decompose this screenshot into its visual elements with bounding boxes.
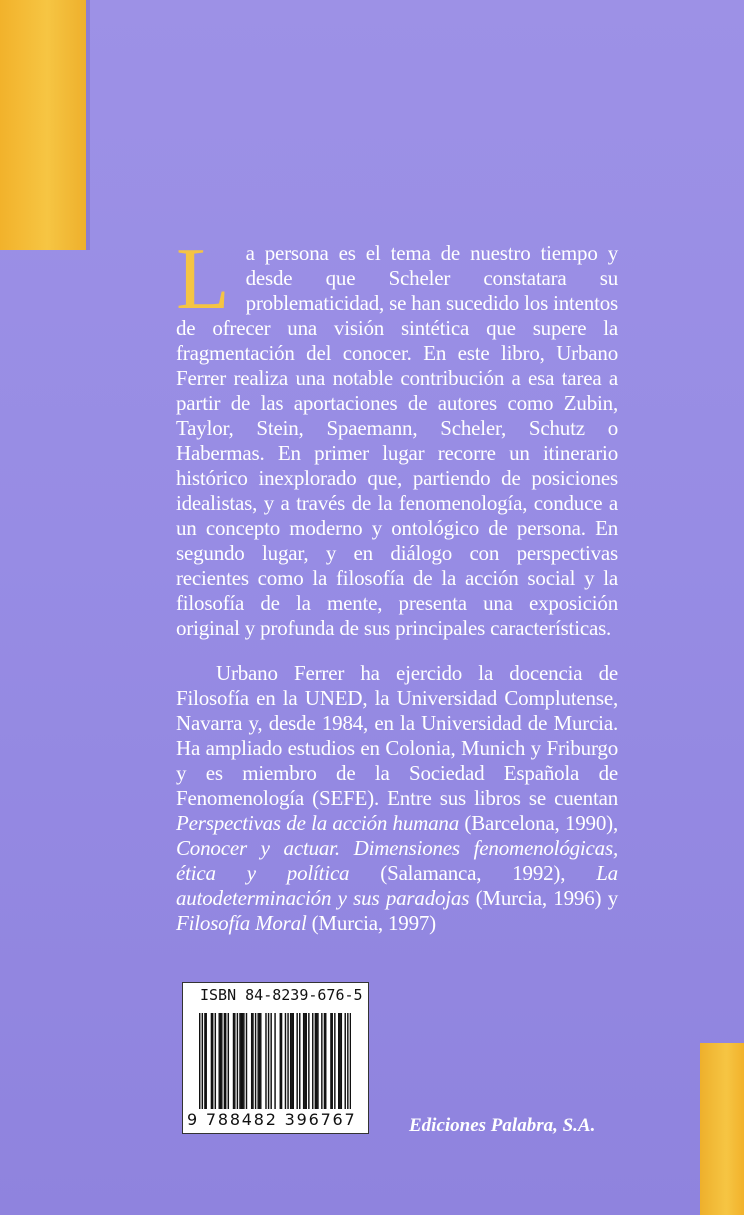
barcode-bar <box>242 1013 243 1109</box>
barcode-bar <box>321 1013 322 1109</box>
barcode-digits: 9 788482 396767 <box>187 1110 357 1129</box>
barcode-bar <box>221 1013 222 1109</box>
spine-stripe <box>0 0 86 250</box>
spine-shadow <box>86 0 90 250</box>
barcode-bar <box>347 1013 348 1109</box>
barcode-bar <box>299 1013 300 1109</box>
barcode-bar <box>338 1013 339 1109</box>
barcode-bar <box>259 1013 260 1109</box>
book-title-3: La autodeterminación y sus paradojas <box>176 861 618 910</box>
barcode-bars <box>199 1013 351 1109</box>
barcode-bar <box>239 1013 240 1109</box>
barcode-bar <box>218 1013 219 1109</box>
bio-text-2: (Barcelona, 1990), <box>459 811 618 835</box>
barcode-bar <box>293 1013 294 1109</box>
barcode-bar <box>285 1013 286 1109</box>
book-blurb <box>176 231 618 641</box>
barcode-bar <box>304 1013 305 1109</box>
author-bio <box>176 661 618 936</box>
barcode-bar <box>228 1013 229 1109</box>
book-title-1: Perspectivas de la acción humana <box>176 811 460 835</box>
barcode-bar <box>204 1013 205 1109</box>
barcode-bar <box>241 1013 242 1109</box>
barcode-bar <box>316 1013 317 1109</box>
barcode-bar <box>281 1013 282 1109</box>
bio-text-5: (Murcia, 1997) <box>306 911 436 935</box>
barcode-bar <box>251 1013 252 1109</box>
publisher-name: Ediciones Palabra, S.A. <box>409 1115 596 1136</box>
barcode-bar <box>270 1013 271 1109</box>
barcode-bar <box>220 1013 221 1109</box>
barcode-bar <box>206 1013 207 1109</box>
barcode-bar <box>332 1013 333 1109</box>
book-title-4: Filosofía Moral <box>176 911 307 935</box>
barcode-bar <box>224 1013 225 1109</box>
barcode-bar <box>237 1013 238 1109</box>
barcode-bar <box>255 1013 256 1109</box>
barcode-bar <box>274 1013 275 1109</box>
barcode-bar <box>252 1013 253 1109</box>
barcode-bar <box>308 1013 309 1109</box>
barcode-bar <box>243 1013 244 1109</box>
isbn-number: ISBN 84-8239-676-5 <box>200 986 363 1004</box>
corner-tab-stripe <box>700 1043 744 1215</box>
barcode-bar <box>234 1013 235 1109</box>
drop-cap: L <box>176 231 230 328</box>
barcode-bar <box>287 1013 288 1109</box>
barcode-bar <box>317 1013 318 1109</box>
barcode-bar <box>325 1013 326 1109</box>
barcode-bar <box>202 1013 203 1109</box>
barcode-bar <box>215 1013 216 1109</box>
barcode-bar <box>233 1013 234 1109</box>
book-title-2: Conocer y actuar. Dimensiones fenomenológicas, ética y política <box>176 836 618 885</box>
bio-text-4: (Murcia, 1996) y <box>469 886 618 910</box>
barcode-bar <box>225 1013 226 1109</box>
barcode-bar <box>350 1013 351 1109</box>
bio-text-1: Urbano Ferrer ha ejercido la docencia de Filosofía en la UNED, la Universidad Complutense, Navarra y, desde 1984, en la Universidad de Murcia. Ha ampliado estudios en Colonia, Munich y Friburgo y es miembro de la Sociedad Española de Fenomenología (SEFE). Entre sus libros se cuentan <box>176 661 618 810</box>
barcode-bar <box>265 1013 266 1109</box>
barcode-bar <box>324 1013 325 1109</box>
barcode-bar <box>246 1013 247 1109</box>
barcode-bar <box>268 1013 269 1109</box>
barcode-bar <box>334 1013 335 1109</box>
blurb-text: a persona es el tema de nuestro tiempo y desde que Scheler constatara su problematicidad, se han sucedido los intentos de ofrecer una visión sintética que supere la fragmentación del conocer. En este libro, Urbano Ferrer realiza una notable contribución a esa tarea a partir de las aportaciones de autores como Zubin, Taylor, Stein, Spaemann, Scheler, Schutz o Habermas. En primer lugar recorre un itinerario histórico inexplorado que, partiendo de posiciones idealistas, y a través de la fenomenología, conduce a un concepto moderno y ontológico de persona. En segundo lugar, y en diálogo con perspectivas recientes como la filosofía de la acción social y la filosofía de la mente, presenta una exposición original y profunda de sus principales características. <box>176 241 618 640</box>
barcode-bar <box>211 1013 212 1109</box>
barcode-bar <box>257 1013 258 1109</box>
barcode-bar <box>315 1013 316 1109</box>
bio-text-3: (Salamanca, 1992), <box>349 861 597 885</box>
barcode-bar <box>345 1013 346 1109</box>
barcode-bar <box>260 1013 261 1109</box>
barcode-bar <box>199 1013 200 1109</box>
barcode-bar <box>296 1013 297 1109</box>
barcode-bar <box>291 1013 292 1109</box>
barcode-box <box>182 982 369 1134</box>
barcode-bar <box>212 1013 213 1109</box>
barcode-bar <box>280 1013 281 1109</box>
barcode-bar <box>341 1013 342 1109</box>
barcode-bar <box>306 1013 307 1109</box>
barcode-bar <box>339 1013 340 1109</box>
barcode-bar <box>330 1013 331 1109</box>
barcode-bar <box>290 1013 291 1109</box>
barcode-bar <box>312 1013 313 1109</box>
barcode-bar <box>303 1013 304 1109</box>
